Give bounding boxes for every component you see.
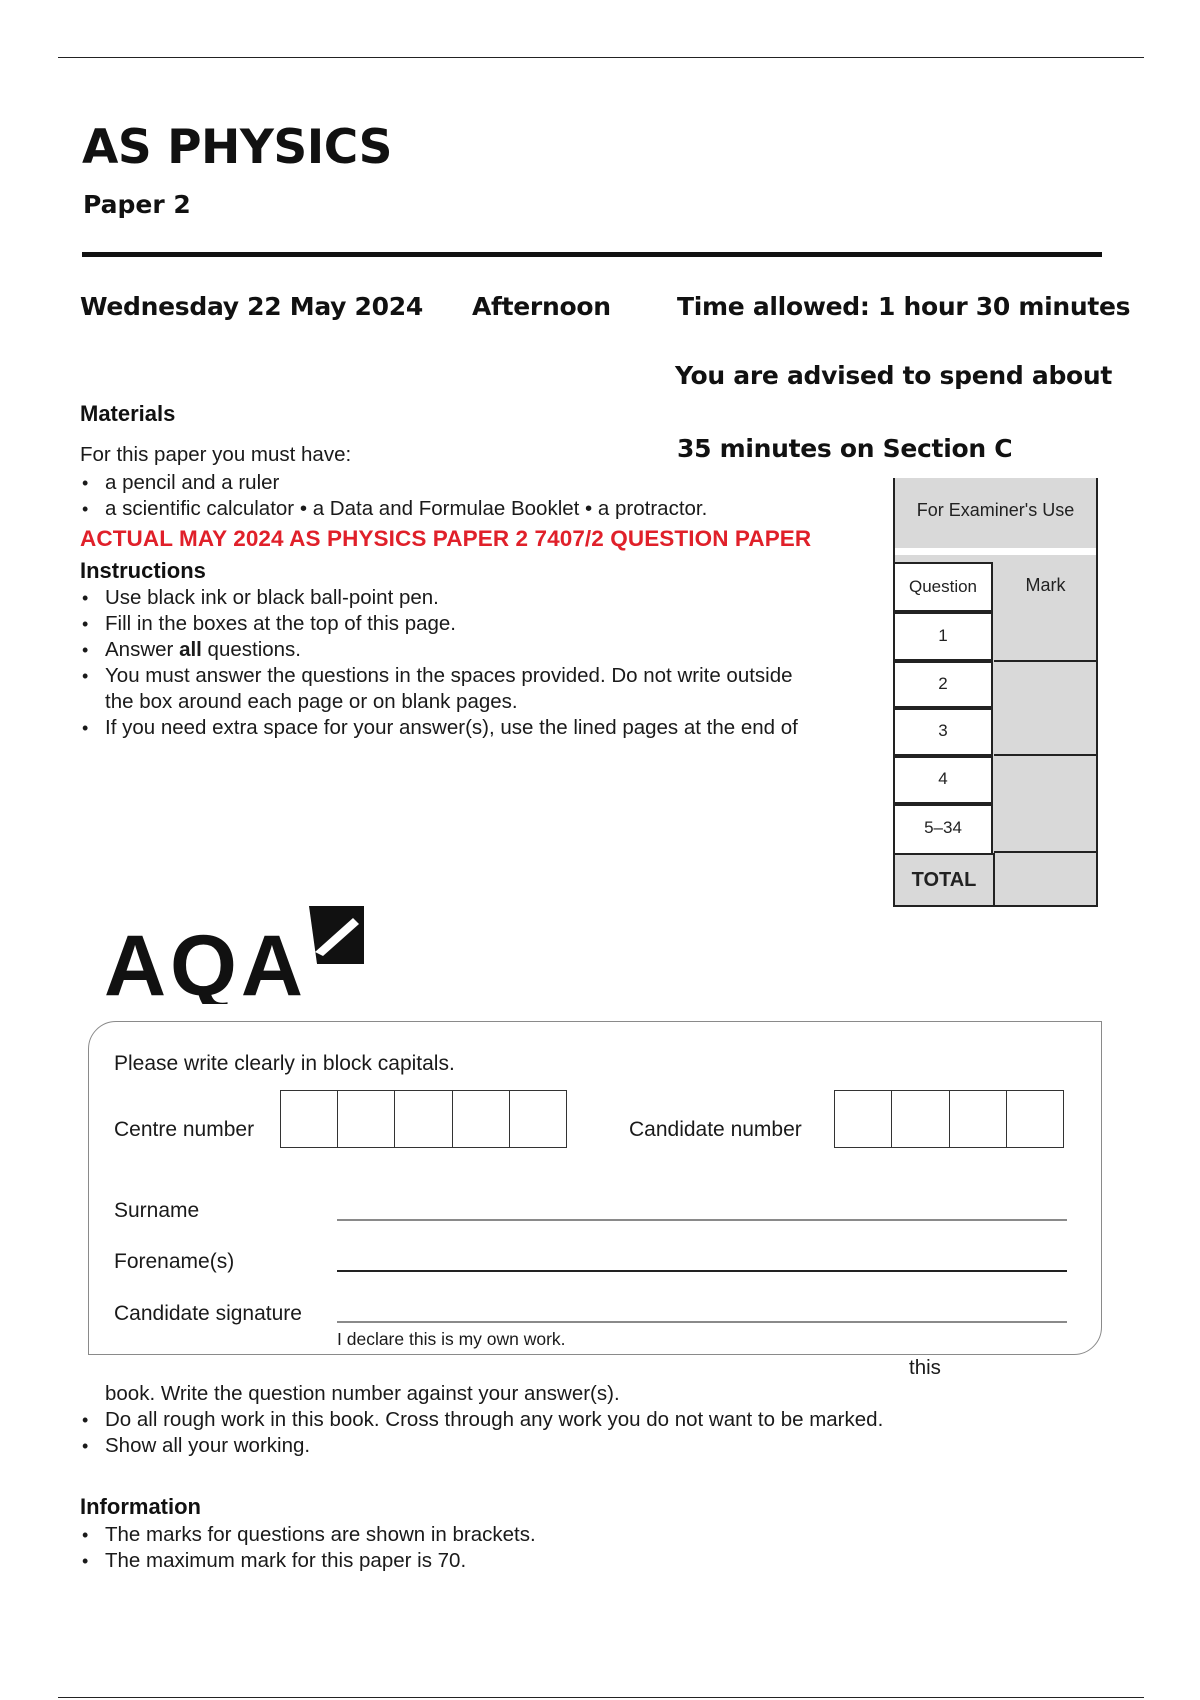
candidate-number-label: Candidate number [629, 1118, 802, 1141]
forenames-field[interactable] [337, 1270, 1067, 1272]
digit-box[interactable] [891, 1091, 948, 1147]
materials-intro: For this paper you must have: [80, 443, 352, 466]
materials-list [80, 470, 860, 522]
information-list [80, 1522, 880, 1574]
signature-field[interactable] [337, 1321, 1067, 1323]
question-cell: 4 [895, 756, 993, 804]
instructions-list-continued [80, 1381, 1080, 1459]
aqa-logo-text: AQA [104, 918, 300, 1004]
list-item: • Show all your working. [80, 1433, 1080, 1459]
time-allowed: Time allowed: 1 hour 30 minutes [677, 292, 1131, 321]
list-item: • Do all rough work in this book. Cross through any work you do not want to be marked. [80, 1407, 1080, 1433]
signature-label: Candidate signature [114, 1302, 302, 1325]
question-header: Question [895, 562, 993, 612]
surname-label: Surname [114, 1199, 200, 1222]
examiner-table [893, 478, 1098, 907]
question-cell: 2 [895, 661, 993, 708]
digit-box[interactable] [281, 1091, 337, 1147]
advice-line-2: 35 minutes on Section C [677, 434, 1013, 463]
advice-line-1: You are advised to spend about [675, 361, 1113, 390]
digit-box[interactable] [337, 1091, 394, 1147]
list-item: • a pencil and a ruler [80, 470, 860, 496]
paper-number: Paper 2 [83, 190, 191, 219]
instructions-continued-word: this [909, 1356, 941, 1379]
paper-banner: ACTUAL MAY 2024 AS PHYSICS PAPER 2 7407/2 QUESTION PAPER [80, 526, 812, 551]
candidate-details-box [88, 1021, 1102, 1355]
digit-box[interactable] [1006, 1091, 1063, 1147]
centre-number-label: Centre number [114, 1118, 255, 1141]
top-rule [58, 57, 1144, 58]
mark-header: Mark [1025, 575, 1066, 595]
aqa-logo [104, 904, 364, 1004]
list-item: • Use black ink or black ball-point pen. [80, 585, 880, 611]
list-item: • If you need extra space for your answer(s), use the lined pages at the end of [80, 715, 880, 741]
list-item: • The marks for questions are shown in brackets. [80, 1522, 880, 1548]
surname-field[interactable] [337, 1219, 1067, 1221]
digit-box[interactable] [452, 1091, 509, 1147]
list-item-continued: the box around each page or on blank pages. [105, 690, 518, 713]
page-title: AS PHYSICS [82, 120, 392, 175]
block-capitals-prompt: Please write clearly in block capitals. [114, 1052, 455, 1075]
list-item-continued: book. Write the question number against your answer(s). [105, 1382, 620, 1405]
instructions-heading: Instructions [80, 558, 206, 583]
question-cell: 1 [895, 612, 993, 661]
bottom-rule [58, 1697, 1144, 1698]
digit-box[interactable] [509, 1091, 566, 1147]
declaration-text: I declare this is my own work. [337, 1329, 566, 1349]
forenames-label: Forename(s) [114, 1250, 235, 1273]
question-cell: 3 [895, 708, 993, 756]
question-cell: 5–34 [895, 804, 993, 853]
list-item: • The maximum mark for this paper is 70. [80, 1548, 880, 1574]
aqa-logo-mark [309, 906, 364, 964]
total-label: TOTAL [895, 853, 993, 905]
information-heading: Information [80, 1494, 201, 1519]
list-item: • You must answer the questions in the spaces provided. Do not write outside [80, 663, 880, 689]
digit-box[interactable] [394, 1091, 451, 1147]
aqa-logo-graphic [104, 904, 364, 1004]
title-rule [82, 252, 1102, 257]
exam-date: Wednesday 22 May 2024 [80, 292, 423, 321]
centre-number-input[interactable] [280, 1090, 567, 1148]
examiner-table-title: For Examiner's Use [916, 500, 1075, 520]
instructions-list [80, 585, 880, 741]
list-item: • Fill in the boxes at the top of this page. [80, 611, 880, 637]
list-item: • Answer all questions. [80, 637, 880, 663]
digit-box[interactable] [835, 1091, 891, 1147]
candidate-number-input[interactable] [834, 1090, 1064, 1148]
list-item: • a scientific calculator • a Data and Formulae Booklet • a protractor. [80, 496, 860, 522]
digit-box[interactable] [949, 1091, 1006, 1147]
exam-session: Afternoon [472, 292, 611, 321]
materials-heading: Materials [80, 401, 176, 426]
